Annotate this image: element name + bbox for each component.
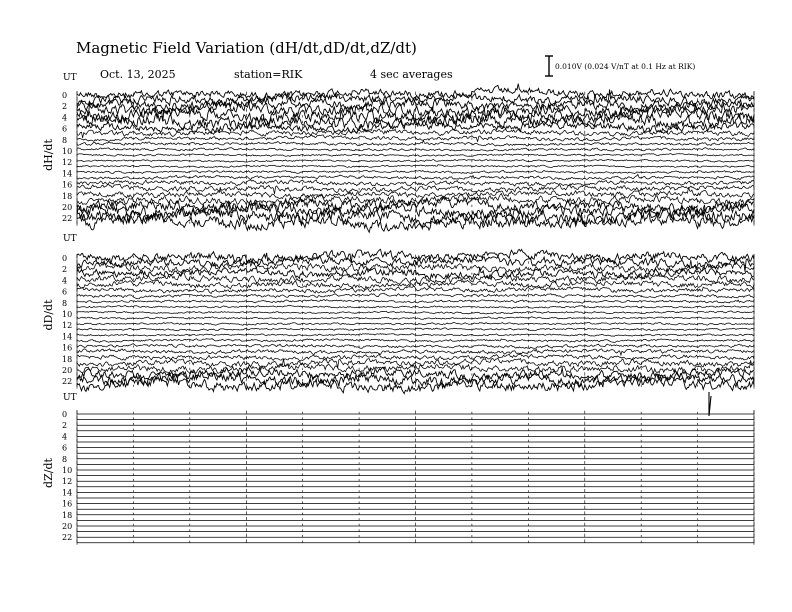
row-ticks <box>77 489 754 492</box>
row-ticks <box>77 539 754 542</box>
scale-bar-label: 0.010V (0.024 V/nT at 0.1 Hz at RIK) <box>555 62 696 71</box>
row-ticks <box>77 511 754 514</box>
row-ticks <box>77 506 754 509</box>
row-tick-label: 12 <box>62 158 73 168</box>
row-tick-label: 4 <box>62 432 68 442</box>
row-tick-label: 8 <box>62 454 68 464</box>
row-ticks <box>77 500 754 503</box>
row-tick-label: 10 <box>62 310 73 319</box>
row-tick-label: 4 <box>62 276 68 286</box>
row-ticks <box>77 422 754 425</box>
row-ticks <box>77 444 754 447</box>
panel-dzdt <box>42 393 754 545</box>
row-tick-label: 20 <box>62 203 73 212</box>
row-ticks <box>77 416 754 419</box>
row-ticks <box>77 455 754 458</box>
row-tick-label: 14 <box>62 332 73 342</box>
row-tick-label: 18 <box>62 191 73 201</box>
chart-title: Magnetic Field Variation (dH/dt,dD/dt,dZ/dt) <box>76 39 417 57</box>
panel-ylabel: dZ/dt <box>42 458 55 488</box>
row-tick-label: 10 <box>62 147 73 156</box>
time-axis-label: UT <box>63 234 77 244</box>
ddt-spike-trace <box>709 392 711 416</box>
row-ticks <box>77 439 754 442</box>
scale-bar <box>545 56 695 76</box>
station-label: station=RIK <box>234 68 303 81</box>
row-tick-label: 2 <box>62 265 68 275</box>
row-tick-label: 14 <box>62 169 73 179</box>
row-ticks <box>77 427 754 430</box>
row-tick-label: 6 <box>62 443 68 453</box>
row-ticks <box>77 461 754 464</box>
panel-dddt <box>42 234 754 394</box>
averaging-label: 4 sec averages <box>370 68 453 81</box>
row-tick-label: 0 <box>62 410 68 419</box>
row-tick-label: 16 <box>62 343 73 353</box>
row-ticks <box>77 483 754 486</box>
row-ticks <box>77 534 754 537</box>
row-tick-label: 8 <box>62 298 68 308</box>
row-tick-label: 22 <box>62 214 73 224</box>
time-axis-label: UT <box>63 393 77 403</box>
row-tick-label: 20 <box>62 366 73 375</box>
row-tick-label: 4 <box>62 113 68 123</box>
row-tick-label: 18 <box>62 510 73 520</box>
row-tick-label: 18 <box>62 354 73 364</box>
row-ticks <box>77 495 754 498</box>
row-tick-label: 0 <box>62 91 68 100</box>
row-tick-label: 2 <box>62 421 68 431</box>
row-ticks <box>77 523 754 526</box>
time-axis-label: UT <box>63 73 77 83</box>
row-ticks <box>77 478 754 481</box>
row-ticks <box>77 433 754 436</box>
row-tick-label: 8 <box>62 135 68 145</box>
row-tick-label: 6 <box>62 124 68 134</box>
row-tick-label: 10 <box>62 466 73 475</box>
row-ticks <box>77 411 754 414</box>
panel-ylabel: dD/dt <box>42 299 55 331</box>
row-tick-label: 6 <box>62 287 68 297</box>
row-tick-label: 22 <box>62 533 73 543</box>
panel-ylabel: dH/dt <box>42 139 55 171</box>
row-ticks <box>77 92 754 95</box>
row-tick-label: 12 <box>62 477 73 487</box>
date-label: Oct. 13, 2025 <box>100 68 176 81</box>
row-ticks <box>77 450 754 453</box>
trace-row-16 <box>77 180 754 187</box>
row-tick-label: 2 <box>62 102 68 112</box>
row-tick-label: 0 <box>62 254 68 263</box>
row-ticks <box>77 517 754 520</box>
row-tick-label: 12 <box>62 321 73 331</box>
row-tick-label: 16 <box>62 180 73 190</box>
row-tick-label: 20 <box>62 522 73 531</box>
row-tick-label: 22 <box>62 377 73 387</box>
row-tick-label: 16 <box>62 499 73 509</box>
row-ticks <box>77 472 754 475</box>
row-ticks <box>77 467 754 470</box>
row-tick-label: 14 <box>62 488 73 498</box>
panel-dhdt <box>42 73 754 232</box>
row-ticks <box>77 528 754 531</box>
row-ticks <box>77 266 754 269</box>
panels-container <box>42 73 754 545</box>
